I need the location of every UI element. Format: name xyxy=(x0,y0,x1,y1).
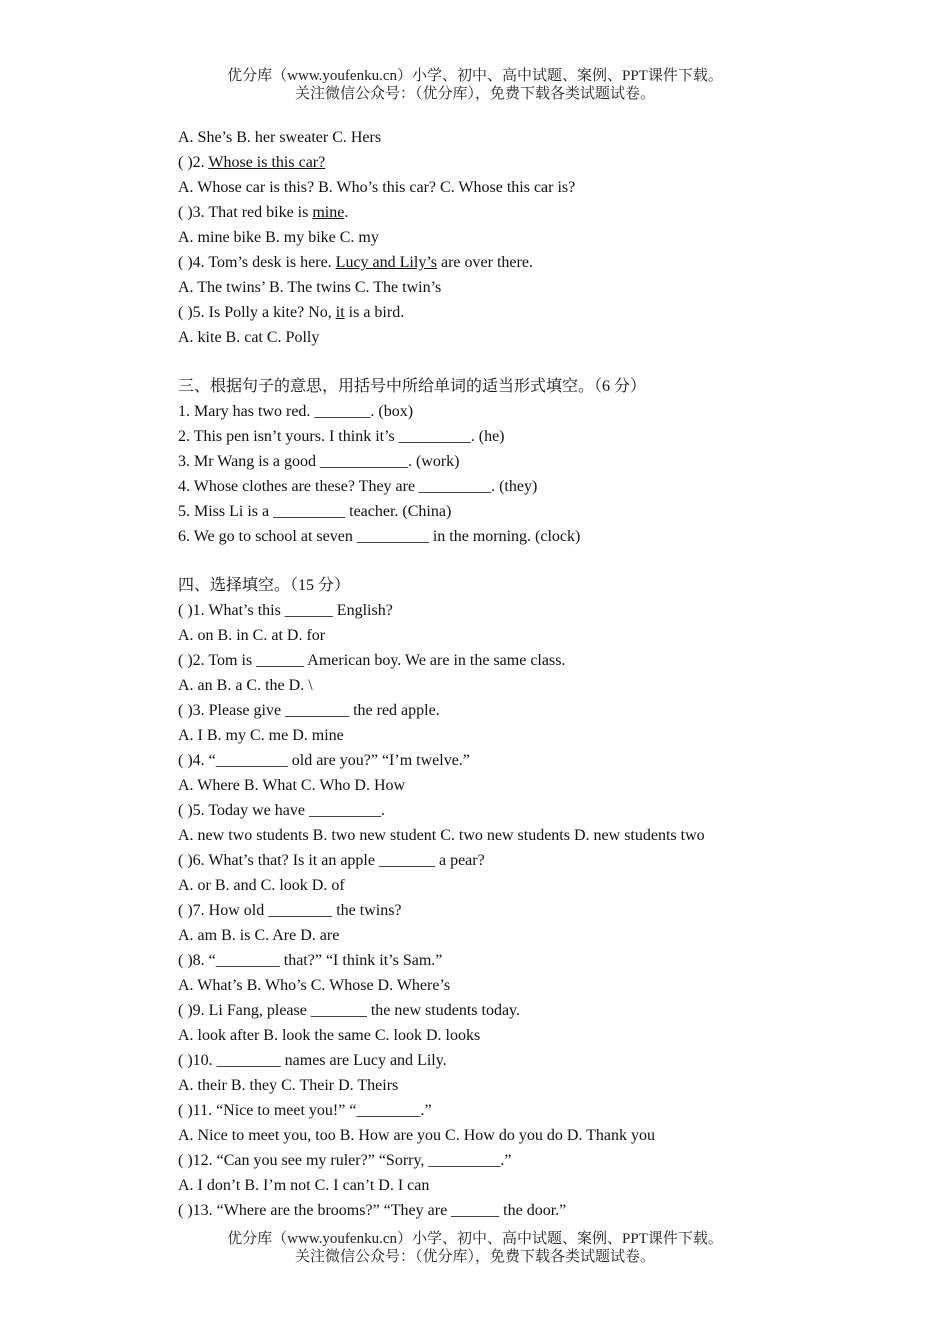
spacer xyxy=(178,350,878,374)
s4-q9: ( )9. Li Fang, please _______ the new students today. xyxy=(178,1002,521,1019)
s4-q7-options: A. am B. is C. Are D. are xyxy=(178,927,340,944)
q2-underlined: Whose is this car? xyxy=(208,154,326,171)
q4-suffix: are over there. xyxy=(436,254,533,271)
s4-q12-options: A. I don’t B. I’m not C. I can’t D. I can xyxy=(178,1177,430,1194)
s4-q8-options: A. What’s B. Who’s C. Whose D. Where’s xyxy=(178,977,451,994)
q4-question xyxy=(178,250,878,275)
s4-q10-options: A. their B. they C. Their D. Theirs xyxy=(178,1077,399,1094)
q5-prefix: ( )5. Is Polly a kite? No, xyxy=(178,304,336,321)
header-line-1: 优分库（www.youfenku.cn）小学、初中、高中试题、案例、PPT课件下载。 xyxy=(227,68,723,84)
document-body xyxy=(178,125,878,1223)
s4-q10: ( )10. ________ names are Lucy and Lily. xyxy=(178,1052,447,1069)
s4-q4: ( )4. “_________ old are you?” “I’m twelve.” xyxy=(178,752,470,769)
s4-q2: ( )2. Tom is ______ American boy. We are in the same class. xyxy=(178,652,566,669)
q2-options: A. Whose car is this? B. Who’s this car? C. Whose this car is? xyxy=(178,179,576,196)
s4-q1: ( )1. What’s this ______ English? xyxy=(178,602,393,619)
q1-options: A. She’s B. her sweater C. Hers xyxy=(178,129,382,146)
q3-options: A. mine bike B. my bike C. my xyxy=(178,229,379,246)
q2-prefix: ( )2. xyxy=(178,154,209,171)
s4-q4-options: A. Where B. What C. Who D. How xyxy=(178,777,406,794)
q5-suffix: is a bird. xyxy=(344,304,405,321)
s4-q5-options: A. new two students B. two new student C. two new students D. new students two xyxy=(178,827,705,844)
s4-q1-options: A. on B. in C. at D. for xyxy=(178,627,326,644)
s3-item-1: 1. Mary has two red. _______. (box) xyxy=(178,403,414,420)
q3-suffix: . xyxy=(344,204,349,221)
s4-q2-options: A. an B. a C. the D. \ xyxy=(178,677,313,694)
s3-item-3: 3. Mr Wang is a good ___________. (work) xyxy=(178,453,460,470)
page-header xyxy=(0,67,950,103)
s4-q13: ( )13. “Where are the brooms?” “They are ______ the door.” xyxy=(178,1202,567,1219)
s3-item-4: 4. Whose clothes are these? They are _________. (they) xyxy=(178,478,538,495)
q4-prefix: ( )4. Tom’s desk is here. xyxy=(178,254,336,271)
q5-options: A. kite B. cat C. Polly xyxy=(178,329,320,346)
q5-underlined: it xyxy=(335,304,345,321)
footer-line-1: 优分库（www.youfenku.cn）小学、初中、高中试题、案例、PPT课件下载。 xyxy=(227,1231,723,1247)
q2-question xyxy=(178,150,878,175)
q3-underlined: mine xyxy=(312,204,345,221)
q4-underlined: Lucy and Lily’s xyxy=(335,254,437,271)
s4-q3: ( )3. Please give ________ the red apple. xyxy=(178,702,440,719)
page-footer xyxy=(0,1230,950,1266)
s4-q7: ( )7. How old ________ the twins? xyxy=(178,902,402,919)
spacer xyxy=(178,549,878,573)
q5-question xyxy=(178,300,878,325)
s4-q6: ( )6. What’s that? Is it an apple _______ a pear? xyxy=(178,852,485,869)
section-3-title: 三、根据句子的意思，用括号中所给单词的适当形式填空。（6 分） xyxy=(178,378,647,395)
s4-q6-options: A. or B. and C. look D. of xyxy=(178,877,345,894)
footer-line-2: 关注微信公众号：（优分库），免费下载各类试题试卷。 xyxy=(294,1249,655,1265)
s4-q9-options: A. look after B. look the same C. look D. looks xyxy=(178,1027,481,1044)
s3-item-6: 6. We go to school at seven _________ in the morning. (clock) xyxy=(178,528,581,545)
section-4-title: 四、选择填空。（15 分） xyxy=(178,577,351,594)
s4-q8: ( )8. “________ that?” “I think it’s Sam.” xyxy=(178,952,443,969)
s3-item-5: 5. Miss Li is a _________ teacher. (China) xyxy=(178,503,452,520)
s4-q11: ( )11. “Nice to meet you!” “________.” xyxy=(178,1102,432,1119)
s4-q11-options: A. Nice to meet you, too B. How are you C. How do you do D. Thank you xyxy=(178,1127,655,1144)
s4-q3-options: A. I B. my C. me D. mine xyxy=(178,727,344,744)
header-line-2: 关注微信公众号：（优分库），免费下载各类试题试卷。 xyxy=(294,86,655,102)
q4-options: A. The twins’ B. The twins C. The twin’s xyxy=(178,279,442,296)
q3-question xyxy=(178,200,878,225)
s3-item-2: 2. This pen isn’t yours. I think it’s _________. (he) xyxy=(178,428,505,445)
q3-prefix: ( )3. That red bike is xyxy=(178,204,313,221)
s4-q5: ( )5. Today we have _________. xyxy=(178,802,385,819)
s4-q12: ( )12. “Can you see my ruler?” “Sorry, _________.” xyxy=(178,1152,512,1169)
